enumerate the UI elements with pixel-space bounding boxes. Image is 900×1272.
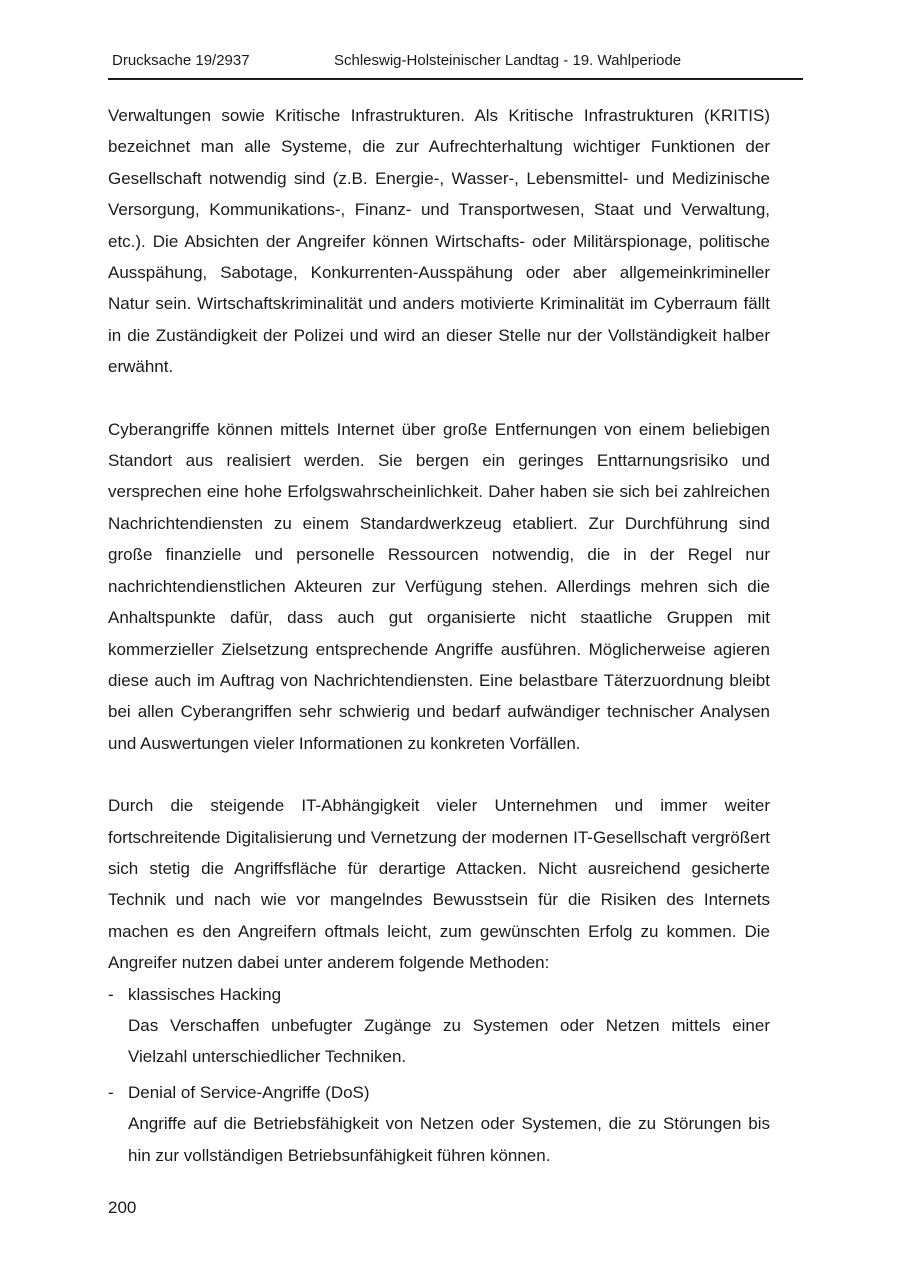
method-description-dos: Angriffe auf die Betriebsfähigkeit von Netzen oder Systemen, die zu Störungen bis hin zur vollständigen Betriebsunfähigkeit führen können. <box>128 1114 770 1165</box>
method-list <box>108 979 770 1171</box>
paragraph-methoden-intro: Durch die steigende IT-Abhängigkeit vieler Unternehmen und immer weiter fortschreitende Digitalisierung und Vernetzung der modernen IT-Gesellschaft vergrößert sich stetig die Angriffsfläche für derartige Attacken. Nicht ausreichend gesicherte Technik und nach wie vor mangelndes Bewusstsein für die Risiken des Internets machen es den Angreifern oftmals leicht, zum gewünschten Erfolg zu kommen. Die Angreifer nutzen dabei unter anderem folgende Methoden: <box>108 796 770 973</box>
list-dash: - <box>108 1082 114 1102</box>
method-description-hacking: Das Verschaffen unbefugter Zugänge zu Systemen oder Netzen mittels einer Vielzahl unterschiedlicher Techniken. <box>128 1015 770 1067</box>
paragraph-cyberangriffe: Cyberangriffe können mittels Internet über große Entfernungen von einem beliebigen Standort aus realisiert werden. Sie bergen ein geringes Enttarnungsrisiko und versprechen eine hohe Erfolgswahrscheinlichkeit. Daher haben sie sich bei zahlreichen Nachrichtendiensten zu einem Standardwerkzeug etabliert. Zur Durchführung sind große finanzielle und personelle Ressourcen notwendig, die in der Regel nur nachrichtendienstlichen Akteuren zur Verfügung stehen. Allerdings mehren sich die Anhaltspunkte dafür, dass auch gut organisierte nicht staatliche Gruppen mit kommerzieller Zielsetzung entsprechende Angriffe ausführen. Möglicherweise agieren diese auch im Auftrag von Nachrichtendiensten. Eine belastbare Täterzuordnung bleibt bei allen Cyberangriffen sehr schwierig und bedarf aufwändiger technischer Analysen und Auswertungen vieler Informationen zu konkreten Vorfällen. <box>108 419 770 753</box>
parliament-title: Schleswig-Holsteinischer Landtag - 19. Wahlperiode <box>334 52 682 69</box>
page-header <box>108 52 803 80</box>
document-reference: Drucksache 19/2937 <box>112 52 250 69</box>
list-item <box>108 1077 770 1171</box>
body-text <box>108 100 770 1175</box>
page-number: 200 <box>108 1198 137 1217</box>
method-title-dos: Denial of Service-Angriffe (DoS) <box>128 1082 370 1102</box>
paragraph-kritis: Verwaltungen sowie Kritische Infrastrukturen. Als Kritische Infrastrukturen (KRITIS) bezeichnet man alle Systeme, die zur Aufrechterhaltung wichtiger Funktionen der Gesellschaft notwendig sind (z.B. Energie-, Wasser-, Lebensmittel- und Medizinische Versorgung, Kommunikations-, Finanz- und Transportwesen, Staat und Verwaltung, etc.). Die Absichten der Angreifer können Wirtschafts- oder Militärspionage, politische Ausspähung, Sabotage, Konkurrenten-Ausspähung oder aber allgemeinkrimineller Natur sein. Wirtschaftskriminalität und anders motivierte Kriminalität im Cyberraum fällt in die Zuständigkeit der Polizei und wird an dieser Stelle nur der Vollständigkeit halber erwähnt. <box>108 106 770 377</box>
method-title-hacking: klassisches Hacking <box>128 984 282 1004</box>
list-dash: - <box>108 984 114 1004</box>
list-item <box>108 979 770 1073</box>
